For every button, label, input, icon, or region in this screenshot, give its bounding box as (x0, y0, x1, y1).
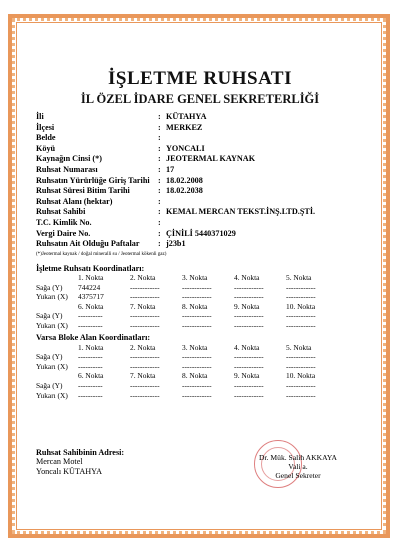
license-fields (36, 112, 356, 400)
address-title: Ruhsat Sahibinin Adresi: (36, 448, 125, 457)
coord-row-label (36, 302, 78, 312)
field-colon: : (158, 207, 161, 217)
coord-cell: 4375717 (78, 292, 104, 302)
field-label: T.C. Kimlik No. (36, 217, 92, 227)
coord-cell: ------------ (286, 311, 316, 321)
coord-cell: ------------ (234, 390, 264, 400)
document-title: İŞLETME RUHSATI (107, 68, 292, 89)
coord-cell: 4. Nokta (234, 342, 260, 352)
coord-cell: ------------ (182, 311, 212, 321)
coord-cell: ------------ (286, 352, 316, 362)
isletme-coords-title: İşletme Ruhsatı Koordinatları: (36, 263, 145, 273)
coord-cell: ------------ (130, 311, 160, 321)
coord-header-row (36, 302, 338, 312)
coord-cell: ------------ (234, 292, 264, 302)
coord-cell: ------------ (286, 282, 316, 292)
field-colon: : (158, 133, 161, 143)
coord-cell: ------------ (234, 361, 264, 371)
coord-cell: ---------- (78, 361, 103, 371)
signatory-title-1: Vali a. (288, 462, 308, 471)
coord-cell: ---------- (78, 311, 103, 321)
coord-row-label: Yukarı (X) (36, 390, 68, 400)
coord-cell: ------------ (286, 390, 316, 400)
coord-cell: ------------ (286, 292, 316, 302)
field-colon: : (158, 186, 161, 196)
field-value: YONCALI (166, 143, 205, 153)
coord-saga-row (36, 311, 338, 321)
coord-cell: ------------ (182, 361, 212, 371)
field-row (36, 112, 356, 123)
field-value: KÜTAHYA (166, 112, 207, 121)
footnote: (*)Jeotermal kaynak / doğal mineralli su / Jeotermal kökenli gaz) (36, 251, 167, 257)
field-row (36, 197, 356, 208)
coord-cell: 1. Nokta (78, 273, 104, 283)
address-line-2: Yoncalı KÜTAHYA (36, 467, 103, 476)
coord-yukari-row (36, 292, 338, 302)
coord-cell: ------------ (182, 320, 212, 330)
document-subtitle: İL ÖZEL İDARE GENEL SEKRETERLİĞİ (80, 92, 320, 106)
field-value: j23b1 (166, 239, 186, 249)
coord-saga-row (36, 352, 338, 362)
coord-row-label: Sağa (Y) (36, 380, 63, 390)
coord-cell: 744224 (78, 282, 101, 292)
field-colon: : (158, 112, 161, 121)
coord-cell: 10. Nokta (286, 371, 316, 381)
coord-cell: ------------ (234, 352, 264, 362)
coord-cell: ---------- (78, 380, 103, 390)
signatory-title-2: Genel Sekreter (275, 471, 321, 480)
coord-header-row (36, 342, 338, 352)
field-label: İlçesi (36, 122, 55, 132)
coord-yukari-row (36, 361, 338, 371)
coord-cell: ---------- (78, 320, 103, 330)
field-value: 18.02.2038 (166, 186, 203, 196)
signature-block (248, 453, 348, 480)
field-row (36, 207, 356, 218)
owner-address (36, 448, 124, 477)
coord-cell: 9. Nokta (234, 371, 260, 381)
field-value: 17 (166, 164, 175, 174)
coord-cell: ------------ (182, 380, 212, 390)
coord-cell: ------------ (130, 380, 160, 390)
coord-cell: ------------ (182, 282, 212, 292)
field-value: ÇİNİLİ 5440371029 (166, 228, 236, 238)
coord-cell: 1. Nokta (78, 342, 104, 352)
field-label: Ruhsat Süresi Bitim Tarihi (36, 186, 130, 196)
coord-header-row (36, 273, 338, 283)
field-row (36, 229, 356, 240)
coord-cell: 6. Nokta (78, 371, 104, 381)
field-label: Kaynağın Cinsi (*) (36, 154, 102, 164)
coord-cell: 3. Nokta (182, 342, 208, 352)
field-label: Vergi Daire No. (36, 228, 91, 238)
coord-cell: ------------ (130, 390, 160, 400)
field-row (36, 176, 356, 187)
field-label: Köyü (36, 143, 56, 153)
field-colon: : (158, 164, 161, 174)
varsa-coords-table (36, 342, 338, 400)
coord-cell: ------------ (234, 282, 264, 292)
coord-yukari-row (36, 321, 338, 331)
isletme-coords-table (36, 273, 338, 331)
coord-cell: ------------ (182, 292, 212, 302)
field-label: Ruhsat Numarası (36, 164, 98, 174)
field-row (36, 144, 356, 155)
coord-cell: 7. Nokta (130, 301, 156, 311)
coord-cell: ------------ (234, 380, 264, 390)
field-row (36, 123, 356, 134)
coord-cell: ------------ (130, 282, 160, 292)
coord-row-label (36, 273, 78, 283)
coord-cell: ------------ (234, 311, 264, 321)
coord-cell: 7. Nokta (130, 371, 156, 381)
field-label: İli (36, 112, 44, 121)
field-colon: : (158, 143, 161, 153)
field-value: 18.02.2008 (166, 175, 203, 185)
coord-cell: 2. Nokta (130, 342, 156, 352)
coord-cell: 9. Nokta (234, 301, 260, 311)
coord-row-label: Yukarı (X) (36, 361, 68, 371)
coord-cell: ------------ (286, 380, 316, 390)
field-row (36, 165, 356, 176)
field-row (36, 218, 356, 229)
coord-cell: 3. Nokta (182, 273, 208, 283)
coord-cell: ------------ (286, 361, 316, 371)
field-colon: : (158, 239, 161, 249)
coord-cell: 8. Nokta (182, 371, 208, 381)
coord-saga-row (36, 282, 338, 292)
signatory-name: Dr. Mük. Salih AKKAYA (259, 453, 337, 462)
coord-yukari-row (36, 390, 338, 400)
field-row (36, 133, 356, 144)
license-document (8, 14, 390, 538)
field-value: MERKEZ (166, 122, 203, 132)
coord-row-label: Yukarı (X) (36, 292, 68, 302)
coord-row-label (36, 371, 78, 381)
field-value: KEMAL MERCAN TEKST.İNŞ.LTD.ŞTİ. (166, 207, 316, 217)
coord-cell: ------------ (130, 292, 160, 302)
coord-row-label (36, 342, 78, 352)
coord-row-label: Yukarı (X) (36, 320, 68, 330)
field-colon: : (158, 175, 161, 185)
field-value: JEOTERMAL KAYNAK (166, 154, 256, 164)
coord-cell: 5. Nokta (286, 273, 312, 283)
coord-cell: 10. Nokta (286, 301, 316, 311)
field-colon: : (158, 217, 161, 227)
address-line-1: Mercan Motel (36, 457, 83, 466)
coord-cell: ------------ (234, 320, 264, 330)
coord-cell: ------------ (182, 352, 212, 362)
field-colon: : (158, 122, 161, 132)
coord-cell: ------------ (130, 320, 160, 330)
field-label: Ruhsatın Ait Olduğu Paftalar (36, 239, 140, 249)
coord-cell: 6. Nokta (78, 301, 104, 311)
coord-cell: 2. Nokta (130, 273, 156, 283)
field-colon: : (158, 228, 161, 238)
coord-cell: ------------ (286, 320, 316, 330)
field-row (36, 239, 356, 250)
varsa-coords-title: Varsa Bloke Alan Koordinatları: (36, 333, 151, 343)
field-row (36, 154, 356, 165)
field-label: Belde (36, 133, 56, 143)
field-colon: : (158, 196, 161, 206)
field-colon: : (158, 154, 161, 164)
coord-saga-row (36, 381, 338, 391)
field-label: Ruhsat Sahibi (36, 207, 86, 217)
coord-cell: ---------- (78, 390, 103, 400)
coord-cell: ---------- (78, 352, 103, 362)
field-row (36, 186, 356, 197)
coord-row-label: Sağa (Y) (36, 311, 63, 321)
coord-cell: 4. Nokta (234, 273, 260, 283)
coord-header-row (36, 371, 338, 381)
field-label: Ruhsatın Yürürlüğe Giriş Tarihi (36, 175, 150, 185)
coord-row-label: Sağa (Y) (36, 352, 63, 362)
coord-cell: ------------ (130, 361, 160, 371)
coord-row-label: Sağa (Y) (36, 282, 63, 292)
coord-cell: ------------ (182, 390, 212, 400)
field-label: Ruhsat Alanı (hektar) (36, 196, 113, 206)
coord-cell: ------------ (130, 352, 160, 362)
coord-cell: 8. Nokta (182, 301, 208, 311)
coord-cell: 5. Nokta (286, 342, 312, 352)
